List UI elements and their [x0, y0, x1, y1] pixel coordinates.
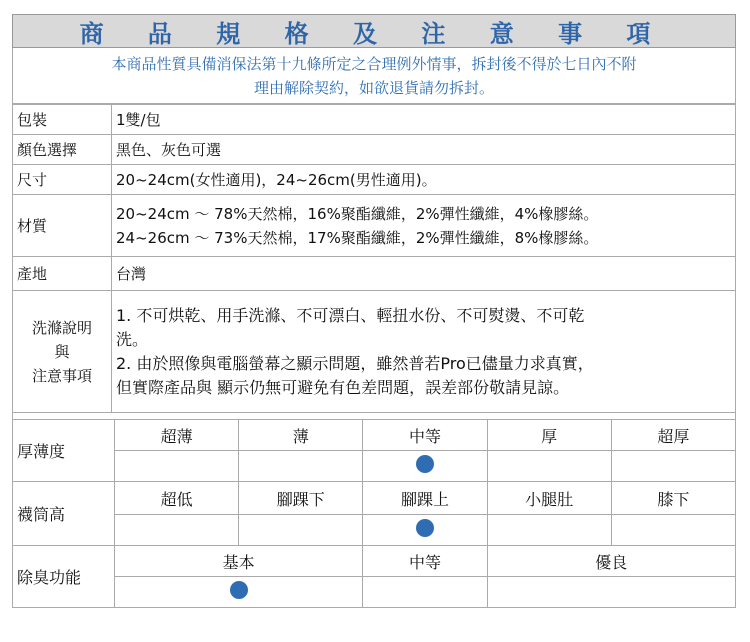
care-line-3: 2. 由於照像與電腦螢幕之顯示問題，雖然普若Pro已儘量力求真實， [116, 353, 594, 373]
color-value: 黑色、灰色可選 [112, 135, 736, 165]
thickness-mark-cell [115, 451, 239, 482]
material-label: 材質 [13, 195, 112, 257]
color-label: 顏色選擇 [13, 135, 112, 165]
packaging-label: 包裝 [13, 105, 112, 135]
thickness-mark-cell [239, 451, 363, 482]
care-line-4: 但實際產品與 顯示仍無可避免有色差問題，誤差部份敬請見諒。 [116, 377, 570, 397]
deodor-mark-cell [115, 577, 363, 608]
material-line-1: 20~24cm ～ 78%天然棉，16%聚酯纖維，2%彈性纖維，4%橡膠絲。 [116, 204, 599, 223]
thickness-option: 超厚 [611, 420, 735, 451]
spec-sheet [12, 14, 736, 608]
care-line-1: 1. 不可烘乾、用手洗滌、不可漂白、輕扭水份、不可熨燙、不可乾 [116, 305, 585, 325]
deodor-option: 基本 [115, 546, 363, 577]
deodor-mark-cell [363, 577, 487, 608]
deodor-mark-cell [487, 577, 735, 608]
deodor-marks [13, 577, 736, 608]
height-option: 腳踝上 [363, 482, 487, 515]
material-line-2: 24~26cm ～ 73%天然棉，17%聚酯纖維，2%彈性纖維，8%橡膠絲。 [116, 228, 599, 247]
origin-value: 台灣 [112, 257, 736, 291]
thickness-marks [13, 451, 736, 482]
return-notice [12, 48, 736, 104]
height-mark-cell [611, 515, 735, 546]
height-option: 腳踝下 [239, 482, 363, 515]
material-value [112, 195, 736, 257]
notice-line-1: 本商品性質具備消保法第十九條所定之合理例外情事，拆封後不得於七日內不附 [111, 54, 637, 73]
height-selected-dot [416, 519, 434, 537]
deodor-label: 除臭功能 [13, 546, 115, 608]
height-mark-cell [363, 515, 487, 546]
size-value: 20~24cm(女性適用)，24~26cm(男性適用)。 [112, 165, 736, 195]
thickness-mark-cell [487, 451, 611, 482]
care-value [112, 291, 736, 413]
care-line-2: 洗。 [116, 329, 149, 349]
height-mark-cell [487, 515, 611, 546]
rating-table [12, 419, 736, 608]
size-label: 尺寸 [13, 165, 112, 195]
page-title: 商 品 規 格 及 注 意 事 項 [12, 14, 736, 48]
height-mark-cell [115, 515, 239, 546]
deodor-selected-dot [230, 581, 248, 599]
care-label-line-1: 洗滌說明 [31, 318, 92, 337]
care-label-line-3: 注意事項 [31, 366, 92, 385]
thickness-option: 薄 [239, 420, 363, 451]
thickness-selected-dot [416, 455, 434, 473]
spec-table [12, 104, 736, 413]
thickness-option: 中等 [363, 420, 487, 451]
care-label [13, 291, 112, 413]
thickness-option: 厚 [487, 420, 611, 451]
height-option: 膝下 [611, 482, 735, 515]
deodor-option: 優良 [487, 546, 735, 577]
notice-line-2: 理由解除契約，如欲退貨請勿拆封。 [253, 78, 494, 97]
height-option: 小腿肚 [487, 482, 611, 515]
deodor-option: 中等 [363, 546, 487, 577]
thickness-mark-cell [611, 451, 735, 482]
height-marks [13, 515, 736, 546]
thickness-option: 超薄 [115, 420, 239, 451]
packaging-value: 1雙/包 [112, 105, 736, 135]
height-label: 襪筒高 [13, 482, 115, 546]
thickness-label: 厚薄度 [13, 420, 115, 482]
height-mark-cell [239, 515, 363, 546]
care-label-line-2: 與 [54, 342, 70, 361]
height-option: 超低 [115, 482, 239, 515]
origin-label: 產地 [13, 257, 112, 291]
thickness-mark-cell [363, 451, 487, 482]
